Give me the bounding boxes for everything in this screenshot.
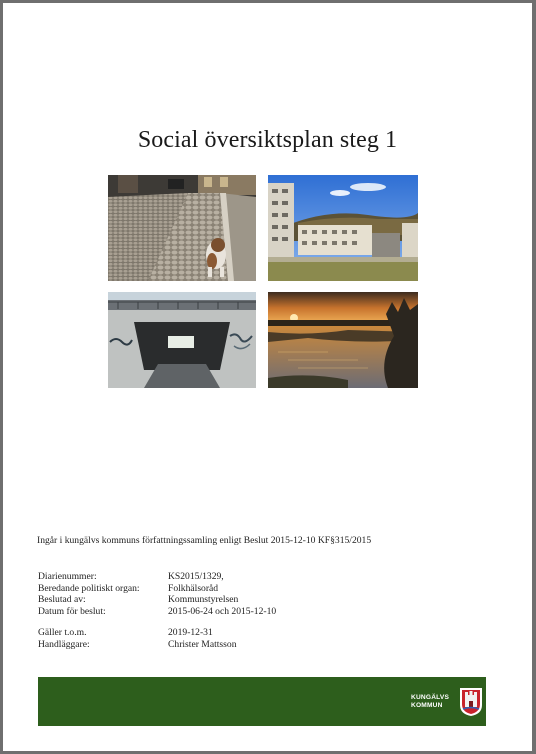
statute-line: Ingår i kungälvs kommuns författningssamling enligt Beslut 2015-12-10 KF§315/2015 (37, 535, 372, 546)
metadata-label: Beslutad av: (38, 594, 86, 605)
metadata-value: Folkhälsoråd (168, 582, 219, 594)
footer-band (38, 677, 486, 726)
metadata-value: Kommunstyrelsen (168, 594, 239, 605)
metadata-value: Christer Mattsson (168, 638, 237, 650)
logo-text (411, 694, 457, 710)
apartments-photo (268, 175, 418, 281)
sunset-river-photo (268, 292, 418, 388)
metadata-label: Handläggare: (38, 638, 90, 650)
metadata-label: Beredande politiskt organ: (38, 582, 140, 594)
metadata-label: Diarienummer: (38, 571, 97, 582)
underpass-photo (108, 292, 256, 388)
document-page (3, 3, 532, 751)
metadata-value: 2019-12-31 (168, 627, 213, 638)
street-photo (108, 175, 256, 281)
logo-line-2: KOMMUN (411, 702, 443, 709)
kungalvs-kommun-logo (411, 687, 483, 717)
metadata-value: KS2015/1329, (168, 571, 224, 582)
logo-line-1: KUNGÄLVS (411, 694, 450, 701)
metadata-label: Datum för beslut: (38, 605, 106, 617)
metadata-label: Gäller t.o.m. (38, 627, 87, 638)
coat-of-arms-icon (459, 687, 483, 717)
document-title: Social översiktsplan steg 1 (137, 127, 398, 153)
metadata-value: 2015-06-24 och 2015-12-10 (168, 605, 277, 617)
